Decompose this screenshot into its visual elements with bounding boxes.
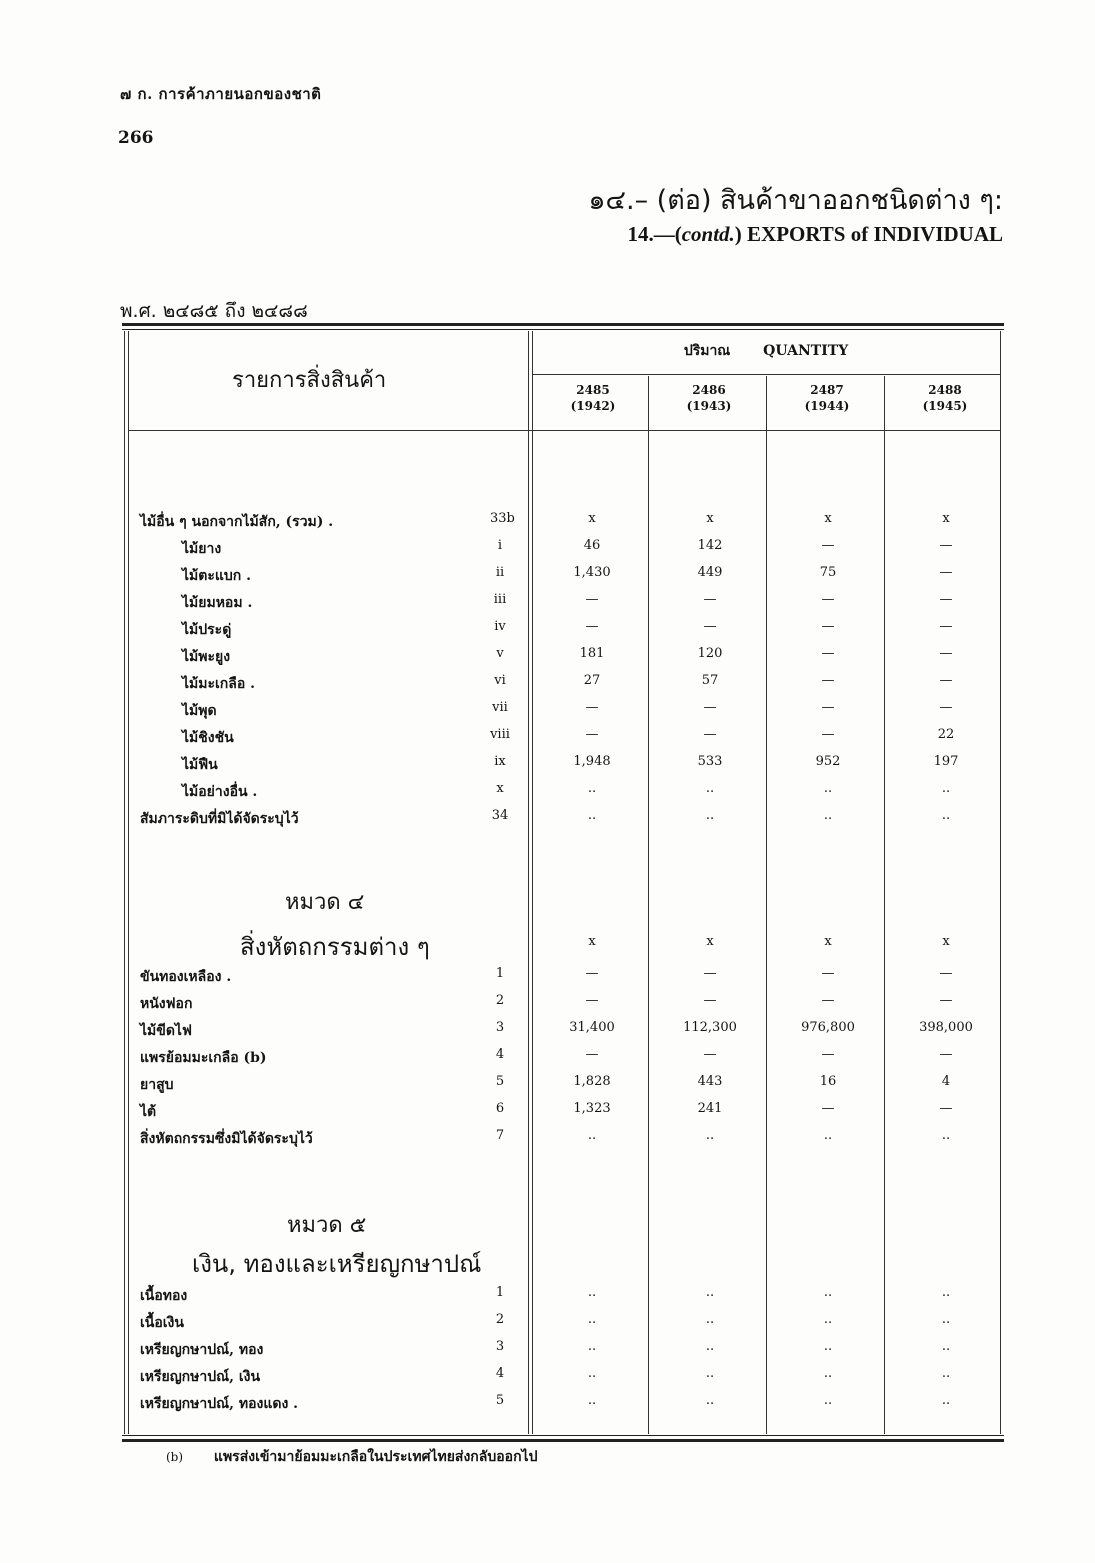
value-cell: — (939, 966, 953, 981)
table-row (0, 1074, 1095, 1096)
value-cell: — (585, 592, 599, 607)
quantity-header-rule (532, 374, 1000, 375)
item-code: 2 (495, 1312, 505, 1327)
value-cell: — (703, 1047, 717, 1062)
table-row (0, 727, 1095, 749)
item-code: x (496, 781, 504, 796)
value-cell: 197 (933, 754, 959, 769)
item-label: ไม้ยาง (182, 541, 222, 557)
value-cell: .. (941, 1285, 951, 1300)
table-row (0, 966, 1095, 988)
column-divider-2486 (648, 376, 649, 1434)
item-label: สัมภาระดิบที่มิได้จัดระบุไว้ (140, 811, 299, 827)
value-cell: 533 (697, 754, 723, 769)
item-column-header: รายการสิ่งสินค้า (232, 368, 387, 393)
value-cell: .. (705, 1393, 715, 1408)
item-label: ไม้มะเกลือ . (182, 676, 256, 692)
value-cell: 443 (697, 1074, 723, 1089)
item-label: ไต้ (140, 1104, 157, 1120)
value-cell: — (703, 966, 717, 981)
item-code: 4 (495, 1366, 505, 1381)
value-cell: — (821, 646, 835, 661)
value-cell: .. (705, 1339, 715, 1354)
quantity-header (530, 340, 1002, 362)
value-cell: .. (705, 781, 715, 796)
item-code: 34 (491, 808, 509, 823)
table-left-border-inner (128, 331, 129, 1434)
value-cell: 22 (937, 727, 955, 742)
value-cell: — (939, 646, 953, 661)
value-cell: .. (941, 1128, 951, 1143)
value-cell: .. (823, 1312, 833, 1327)
value-cell: — (703, 700, 717, 715)
value-cell: .. (941, 1339, 951, 1354)
item-label: เนื้อเงิน (140, 1315, 184, 1331)
year-header-2486 (650, 382, 768, 414)
value-cell: — (939, 993, 953, 1008)
year-ce: (1945) (922, 399, 968, 413)
title-en-contd: contd. (681, 222, 735, 246)
title-en-prefix: 14.—( (627, 222, 682, 246)
year-ce: (1942) (570, 399, 616, 413)
column-divider-2487 (766, 376, 767, 1434)
value-cell: 976,800 (801, 1020, 855, 1035)
value-cell: .. (587, 781, 597, 796)
year-be: 2486 (692, 383, 726, 397)
item-code: iii (493, 592, 507, 607)
value-cell: — (821, 619, 835, 634)
item-label: ไม้ขีดไฟ (140, 1023, 192, 1039)
item-label: ไม้ฟืน (182, 757, 218, 773)
footnote-mark: (b) (166, 1450, 184, 1464)
header-bottom-rule (128, 430, 1000, 431)
value-cell: 241 (697, 1101, 723, 1116)
footnote (166, 1446, 537, 1468)
table-row (0, 993, 1095, 1015)
table-row (0, 1128, 1095, 1150)
item-code: 1 (495, 966, 505, 981)
value-cell: — (703, 592, 717, 607)
item-code: 5 (495, 1074, 505, 1089)
value-cell: .. (941, 1393, 951, 1408)
item-code: 7 (495, 1128, 505, 1143)
table-row (0, 565, 1095, 587)
item-code: ii (495, 565, 505, 580)
value-cell: — (939, 700, 953, 715)
value-cell: .. (587, 1312, 597, 1327)
item-code: 3 (495, 1339, 505, 1354)
value-cell: — (821, 1101, 835, 1116)
value-cell: 46 (583, 538, 601, 553)
table-row (0, 673, 1095, 695)
item-label: ไม้พุด (182, 703, 217, 719)
value-cell: — (703, 727, 717, 742)
value-cell: 75 (819, 565, 837, 580)
table-row (0, 781, 1095, 803)
table-row (0, 538, 1095, 560)
value-cell: 16 (819, 1074, 837, 1089)
value-cell: .. (705, 1366, 715, 1381)
year-be: 2487 (810, 383, 844, 397)
value-cell: .. (823, 808, 833, 823)
period-label: พ.ศ. ๒๔๘๕ ถึง ๒๔๘๘ (120, 300, 308, 322)
year-ce: (1944) (804, 399, 850, 413)
table-right-border (1000, 331, 1001, 1434)
table-row (0, 1101, 1095, 1123)
table-row (0, 1020, 1095, 1042)
item-code: i (497, 538, 503, 553)
item-code: viii (490, 727, 510, 742)
item-code: vi (494, 673, 506, 688)
table-row (0, 754, 1095, 776)
value-cell: — (821, 538, 835, 553)
value-cell: 398,000 (919, 1020, 973, 1035)
item-label: ไม้ตะแบก . (182, 568, 252, 584)
value-cell: — (703, 993, 717, 1008)
value-cell: .. (587, 1128, 597, 1143)
table-row (0, 511, 1095, 533)
value-cell: — (821, 727, 835, 742)
item-code: iv (494, 619, 506, 634)
item-code: vii (492, 700, 508, 715)
value-cell: .. (587, 1285, 597, 1300)
value-cell: .. (705, 1285, 715, 1300)
value-cell: — (703, 619, 717, 634)
year-header-2485 (534, 382, 652, 414)
column-divider-items-inner (532, 331, 533, 1434)
item-label: ไม้อย่างอื่น . (182, 784, 258, 800)
year-header-2488 (886, 382, 1004, 414)
section-4-subtitle: สิ่งหัตถกรรมต่าง ๆ (240, 933, 430, 961)
value-cell: 27 (583, 673, 601, 688)
value-cell: x (588, 934, 596, 949)
value-cell: — (821, 993, 835, 1008)
table-row (0, 1285, 1095, 1307)
item-code: 2 (495, 993, 505, 1008)
value-cell: — (821, 700, 835, 715)
item-code: 6 (495, 1101, 505, 1116)
value-cell: 4 (941, 1074, 951, 1089)
value-cell: 142 (697, 538, 723, 553)
value-cell: 181 (579, 646, 605, 661)
item-label: ไม้พะยูง (182, 649, 231, 665)
item-code: 5 (495, 1393, 505, 1408)
value-cell: .. (587, 1366, 597, 1381)
table-row (0, 1312, 1095, 1334)
table-left-border (124, 331, 125, 1434)
value-cell: .. (705, 808, 715, 823)
value-cell: x (942, 934, 950, 949)
value-cell: — (821, 592, 835, 607)
item-label: สิ่งหัตถกรรมซึ่งมิได้จัดระบุไว้ (140, 1131, 313, 1147)
table-row (0, 1047, 1095, 1069)
value-cell: .. (823, 1339, 833, 1354)
value-cell: — (821, 673, 835, 688)
value-cell: .. (705, 1128, 715, 1143)
value-cell: — (585, 1047, 599, 1062)
value-cell: .. (941, 781, 951, 796)
value-cell: x (706, 511, 714, 526)
page-number: 266 (118, 128, 154, 148)
item-code: v (496, 646, 504, 661)
column-divider-items (528, 331, 529, 1434)
value-cell: .. (587, 1339, 597, 1354)
section-4-title: หมวด ๔ (285, 890, 365, 915)
item-code: 33b (490, 511, 515, 526)
item-label: ไม้ประดู่ (182, 622, 232, 638)
value-cell: — (585, 619, 599, 634)
table-row (0, 592, 1095, 614)
year-be: 2488 (928, 383, 962, 397)
value-cell: .. (823, 1393, 833, 1408)
value-cell: x (942, 511, 950, 526)
value-cell: — (939, 592, 953, 607)
item-label: แพรย้อมมะเกลือ (b) (140, 1050, 267, 1066)
item-label: ไม้ยมหอม . (182, 595, 253, 611)
item-code: ix (494, 754, 506, 769)
quantity-header-en: QUANTITY (763, 343, 849, 359)
table-title-english (627, 222, 1003, 247)
value-cell: 1,323 (573, 1101, 611, 1116)
item-code: 4 (495, 1047, 505, 1062)
value-cell: — (585, 727, 599, 742)
item-label: เหรียญกษาปณ์, ทองแดง . (140, 1396, 299, 1412)
year-be: 2485 (576, 383, 610, 397)
value-cell: 1,948 (573, 754, 611, 769)
value-cell: 952 (815, 754, 841, 769)
value-cell: — (939, 565, 953, 580)
table-bottom-rule (122, 1435, 1004, 1436)
item-label: เนื้อทอง (140, 1288, 188, 1304)
value-cell: .. (823, 781, 833, 796)
column-divider-2488 (884, 376, 885, 1434)
section-5-subtitle: เงิน, ทองและเหรียญกษาปณ์ (192, 1250, 482, 1278)
item-code: 3 (495, 1020, 505, 1035)
value-cell: x (588, 511, 596, 526)
table-row (0, 619, 1095, 641)
item-label: หนังฟอก (140, 996, 193, 1012)
value-cell: — (939, 538, 953, 553)
table-row (0, 808, 1095, 830)
value-cell: 112,300 (683, 1020, 737, 1035)
value-cell: x (824, 934, 832, 949)
table-row (0, 1366, 1095, 1388)
table-row (0, 700, 1095, 722)
item-label: ขันทองเหลือง . (140, 969, 232, 985)
value-cell: — (939, 1047, 953, 1062)
value-cell: — (821, 966, 835, 981)
footnote-text: แพรส่งเข้ามาย้อมมะเกลือในประเทศไทยส่งกลับออกไป (213, 1449, 538, 1465)
value-cell: .. (823, 1128, 833, 1143)
value-cell: x (706, 934, 714, 949)
value-cell: .. (823, 1285, 833, 1300)
value-cell: .. (587, 1393, 597, 1408)
table-row (0, 1339, 1095, 1361)
value-cell: .. (941, 808, 951, 823)
table-row (0, 646, 1095, 668)
table-title-thai: ๑๔.– (ต่อ) สินค้าขาออกชนิดต่าง ๆ: (588, 185, 1003, 216)
quantity-header-thai: ปริมาณ (683, 343, 731, 359)
table-top-rule (122, 329, 1004, 330)
year-header-2487 (768, 382, 886, 414)
value-cell: 57 (701, 673, 719, 688)
value-cell: — (821, 1047, 835, 1062)
value-cell: — (939, 619, 953, 634)
item-label: ไม้อื่น ๆ นอกจากไม้สัก, (รวม) . (140, 514, 334, 530)
value-cell: 31,400 (569, 1020, 615, 1035)
value-cell: — (585, 966, 599, 981)
value-cell: 1,828 (573, 1074, 611, 1089)
item-label: เหรียญกษาปณ์, เงิน (140, 1369, 261, 1385)
value-cell: 1,430 (573, 565, 611, 580)
item-label: ไม้ชิงชัน (182, 730, 234, 746)
running-head: ๗ ก. การค้าภายนอกของชาติ (120, 85, 322, 103)
value-cell: — (939, 1101, 953, 1116)
value-cell: x (824, 511, 832, 526)
item-label: ยาสูบ (140, 1077, 174, 1093)
value-cell: .. (705, 1312, 715, 1327)
value-cell: 449 (697, 565, 723, 580)
value-cell: .. (941, 1312, 951, 1327)
title-en-suffix: ) EXPORTS of INDIVIDUAL (734, 222, 1003, 246)
value-cell: .. (823, 1366, 833, 1381)
item-code: 1 (495, 1285, 505, 1300)
section-4-marks-row (0, 934, 1095, 956)
item-label: เหรียญกษาปณ์, ทอง (140, 1342, 264, 1358)
value-cell: .. (941, 1366, 951, 1381)
value-cell: — (585, 700, 599, 715)
section-5-title: หมวด ๕ (287, 1213, 367, 1238)
value-cell: 120 (697, 646, 723, 661)
table-row (0, 1393, 1095, 1415)
value-cell: .. (587, 808, 597, 823)
year-ce: (1943) (686, 399, 732, 413)
value-cell: — (939, 673, 953, 688)
value-cell: — (585, 993, 599, 1008)
